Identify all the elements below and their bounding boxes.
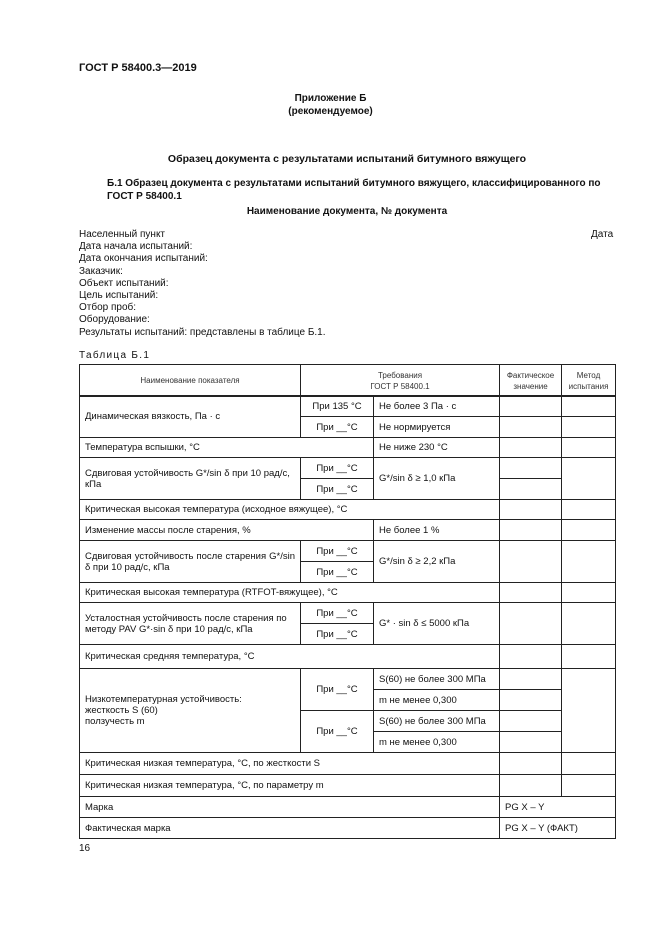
row-shear-aged-temp2: При __°С [301, 562, 374, 583]
document-code: ГОСТ Р 58400.3—2019 [79, 62, 197, 74]
row-shear-aged-req: G*/sin δ ≥ 2,2 кПа [374, 541, 500, 583]
table-row [80, 669, 616, 690]
row-mass-req: Не более 1 % [374, 520, 500, 541]
row-crit-high-rtfot-label: Критическая высокая температура (RTFOT-вяжущее), °С [80, 583, 500, 603]
row-shear-method [562, 458, 616, 500]
table-row [80, 603, 616, 624]
appendix-heading [0, 92, 661, 118]
document-name-line: Наименование документа, № документа [246, 206, 448, 217]
row-dyn-visc-label: Динамическая вязкость, Па · с [80, 396, 301, 438]
row-dyn-visc-req1: Не более 3 Па · с [374, 396, 500, 417]
row-lowtemp-actual2 [500, 690, 562, 711]
row-flash-label: Температура вспышки, °С [80, 438, 374, 458]
table-row [80, 541, 616, 562]
row-shear-actual1 [500, 458, 562, 479]
table-header-row [80, 365, 616, 397]
header-req-line2: ГОСТ Р 58400.1 [370, 381, 430, 391]
row-actual-grade-value: PG X – Y (ФАКТ) [500, 818, 616, 839]
table-row [80, 645, 616, 669]
header-actual-line2: значение [513, 381, 548, 391]
lowtemp-line2: жесткость S (60) [85, 705, 158, 716]
row-dyn-visc-temp2: При __°С [301, 417, 374, 438]
row-crit-high-rtfot-method [562, 583, 616, 603]
section-heading: Б.1 Образец документа с результатами испытаний битумного вяжущего, классифицированного по ГОСТ Р 58400.1 [107, 178, 601, 202]
row-fatigue-req: G* · sin δ ≤ 5000 кПа [374, 603, 500, 645]
row-crit-high-label: Критическая высокая температура (исходное вяжущее), °С [80, 500, 500, 520]
header-req-line1: Требования [377, 370, 423, 380]
row-shear-aged-temp1: При __°С [301, 541, 374, 562]
row-mass-label: Изменение массы после старения, % [80, 520, 374, 541]
row-dyn-visc-req2: Не нормируется [374, 417, 500, 438]
table-row [80, 438, 616, 458]
row-lowtemp-s60-req2: S(60) не более 300 МПа [374, 711, 500, 732]
header-requirements [301, 365, 500, 397]
field-test-purpose: Цель испытаний: [79, 290, 159, 302]
row-lowtemp-m-req2: m не менее 0,300 [374, 732, 500, 753]
row-mass-actual [500, 520, 562, 541]
row-crit-mid-actual [500, 645, 562, 669]
page-number: 16 [79, 843, 91, 854]
row-crit-low-m-method [562, 775, 616, 797]
row-shear-temp1: При __°С [301, 458, 374, 479]
results-table-body [79, 395, 616, 839]
field-equipment: Оборудование: [79, 314, 150, 326]
table-row [80, 583, 616, 603]
row-crit-low-m-actual [500, 775, 562, 797]
row-lowtemp-actual1 [500, 669, 562, 690]
table-row [80, 753, 616, 775]
row-fatigue-temp1: При __°С [301, 603, 374, 624]
table-row [80, 797, 616, 818]
row-flash-req: Не ниже 230 °С [374, 438, 500, 458]
field-start-date: Дата начала испытаний: [79, 241, 193, 253]
table-row [80, 500, 616, 520]
row-lowtemp-actual3 [500, 711, 562, 732]
field-settlement: Населенный пункт [79, 229, 166, 240]
appendix-subtitle: (рекомендуемое) [288, 106, 373, 117]
row-crit-low-m-label: Критическая низкая температура, °С, по параметру m [80, 775, 500, 797]
row-fatigue-method [562, 603, 616, 645]
table-row [80, 818, 616, 839]
row-crit-high-rtfot-actual [500, 583, 562, 603]
field-end-date: Дата окончания испытаний: [79, 253, 208, 265]
row-crit-high-method [562, 500, 616, 520]
results-table [79, 364, 616, 397]
date-label: Дата [591, 229, 614, 240]
row-dyn-visc-method1 [562, 396, 616, 417]
row-shear-label: Сдвиговая устойчивость G*/sin δ при 10 рад/с, кПа [80, 458, 301, 500]
header-actual [500, 365, 562, 397]
row-crit-mid-method [562, 645, 616, 669]
row-lowtemp-actual4 [500, 732, 562, 753]
table-row [80, 520, 616, 541]
row-flash-actual [500, 438, 562, 458]
row-lowtemp-temp1: При __°С [301, 669, 374, 711]
row-actual-grade-label: Фактическая марка [80, 818, 500, 839]
appendix-title: Приложение Б [294, 93, 367, 104]
header-method [562, 365, 616, 397]
row-crit-high-actual [500, 500, 562, 520]
row-shear-temp2: При __°С [301, 479, 374, 500]
row-dyn-visc-actual1 [500, 396, 562, 417]
table-row [80, 396, 616, 417]
row-lowtemp-temp2: При __°С [301, 711, 374, 753]
header-method-line2: испытания [568, 381, 609, 391]
table-row [80, 458, 616, 479]
lowtemp-line1: Низкотемпературная устойчивость: [85, 694, 242, 705]
field-sampling: Отбор проб: [79, 302, 137, 314]
row-crit-mid-label: Критическая средняя температура, °С [80, 645, 500, 669]
row-shear-actual2 [500, 479, 562, 500]
table-caption: Таблица Б.1 [79, 350, 151, 361]
row-crit-low-s-actual [500, 753, 562, 775]
row-lowtemp-method [562, 669, 616, 753]
row-fatigue-temp2: При __°С [301, 624, 374, 645]
header-actual-line1: Фактическое [506, 370, 555, 380]
row-fatigue-actual [500, 603, 562, 645]
row-dyn-visc-method2 [562, 417, 616, 438]
row-grade-value: PG X – Y [500, 797, 616, 818]
field-test-object: Объект испытаний: [79, 277, 169, 289]
row-lowtemp-label [80, 669, 301, 753]
main-title: Образец документа с результатами испытаний битумного вяжущего [167, 153, 527, 165]
row-grade-label: Марка [80, 797, 500, 818]
row-fatigue-label: Усталостная устойчивость после старения по методу PAV G*·sin δ при 10 рад/с, кПа [80, 603, 301, 645]
row-dyn-visc-actual2 [500, 417, 562, 438]
table-row [80, 775, 616, 797]
row-shear-aged-label: Сдвиговая устойчивость после старения G*/sin δ при 10 рад/с, кПа [80, 541, 301, 583]
row-shear-aged-method [562, 541, 616, 583]
row-lowtemp-m-req1: m не менее 0,300 [374, 690, 500, 711]
row-dyn-visc-temp1: При 135 °С [301, 396, 374, 417]
row-shear-req: G*/sin δ ≥ 1,0 кПа [374, 458, 500, 500]
field-customer: Заказчик: [79, 265, 123, 277]
row-crit-low-s-label: Критическая низкая температура, °С, по жесткости S [80, 753, 500, 775]
row-lowtemp-s60-req1: S(60) не более 300 МПа [374, 669, 500, 690]
header-method-line1: Метод [576, 370, 601, 380]
lowtemp-line3: ползучесть m [85, 716, 145, 727]
row-mass-method [562, 520, 616, 541]
field-results: Результаты испытаний: представлены в таблице Б.1. [79, 326, 326, 338]
document-fields [79, 229, 326, 339]
header-name: Наименование показателя [80, 365, 301, 397]
row-crit-low-s-method [562, 753, 616, 775]
row-flash-method [562, 438, 616, 458]
row-shear-aged-actual [500, 541, 562, 583]
